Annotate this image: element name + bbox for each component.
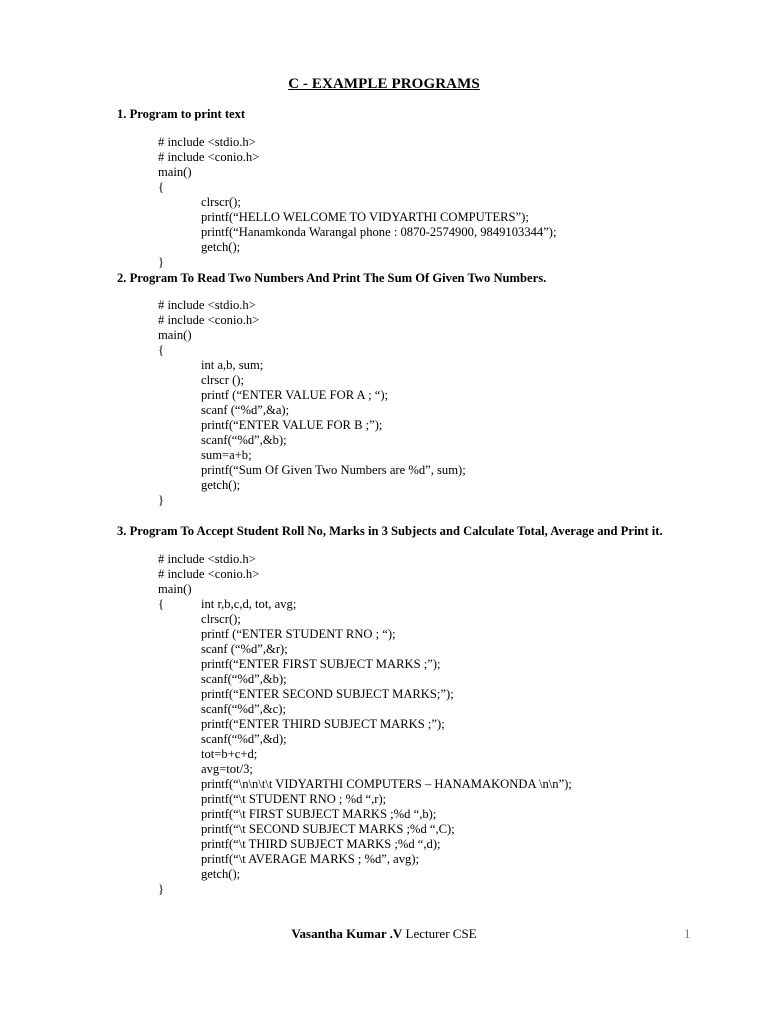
code-line [158,388,466,403]
code-text: printf(“\t STUDENT RNO ; %d “,r); [201,792,387,806]
code-line [158,867,572,882]
code-line [158,255,557,270]
program-2-code [158,298,466,508]
code-text: scanf(“%d”,&d); [201,732,287,746]
code-line [158,373,466,388]
code-text: } [158,882,165,896]
program-1-heading: 1. Program to print text [117,107,246,121]
code-line [158,762,572,777]
page-number: 1 [684,926,691,941]
code-line [158,478,466,493]
code-text: tot=b+c+d; [201,747,258,761]
code-text: scanf(“%d”,&c); [201,702,286,716]
code-text: # include <stdio.h> [158,135,256,149]
footer-role: Lecturer CSE [402,926,477,941]
code-text: printf(“HELLO WELCOME TO VIDYARTHI COMPUTERS”); [201,210,529,224]
code-line [158,657,572,672]
code-line [158,493,466,508]
code-line [158,448,466,463]
code-text: printf(“Sum Of Given Two Numbers are %d”, sum); [201,463,466,477]
code-text: { [158,343,165,357]
code-line [158,150,557,165]
program-1-code [158,135,557,270]
program-3-heading: 3. Program To Accept Student Roll No, Marks in 3 Subjects and Calculate Total, Average and Print it. [117,524,663,538]
code-line [158,777,572,792]
code-line [158,165,557,180]
code-text: # include <conio.h> [158,567,260,581]
code-line [158,328,466,343]
code-text: } [158,493,165,507]
code-line [158,852,572,867]
code-text: } [158,255,165,269]
code-text: printf(“ENTER VALUE FOR B ;”); [201,418,383,432]
code-text: # include <stdio.h> [158,298,256,312]
code-text: # include <conio.h> [158,150,260,164]
code-line [158,642,572,657]
code-line [158,567,572,582]
code-text: printf(“\n\n\t\t VIDYARTHI COMPUTERS – HANAMAKONDA \n\n”); [201,777,572,791]
code-text: printf(“ENTER FIRST SUBJECT MARKS ;”); [201,657,441,671]
code-line [158,343,466,358]
code-line [158,313,466,328]
code-text: sum=a+b; [201,448,252,462]
program-2-heading: 2. Program To Read Two Numbers And Print The Sum Of Given Two Numbers. [117,271,547,285]
code-line [158,433,466,448]
code-text: getch(); [201,478,241,492]
code-line [158,240,557,255]
page-title: C - EXAMPLE PROGRAMS [288,76,480,92]
code-line [158,612,572,627]
code-line [158,135,557,150]
code-line [158,597,572,612]
code-text: getch(); [201,867,241,881]
code-text: clrscr(); [201,612,241,626]
code-line [158,747,572,762]
code-line [158,358,466,373]
code-line [158,418,466,433]
code-line [158,717,572,732]
code-line [158,792,572,807]
code-text: printf(“ENTER SECOND SUBJECT MARKS;”); [201,687,454,701]
code-text: printf (“ENTER VALUE FOR A ; “); [201,388,389,402]
code-text: # include <conio.h> [158,313,260,327]
code-text: int a,b, sum; [201,358,264,372]
code-line [158,627,572,642]
code-brace: { [158,597,165,611]
code-text: printf(“\t FIRST SUBJECT MARKS ;%d “,b); [201,807,437,821]
code-line [158,552,572,567]
code-line [158,807,572,822]
page-footer [0,926,768,942]
code-line [158,180,557,195]
code-text: printf(“Hanamkonda Warangal phone : 0870-2574900, 9849103344”); [201,225,557,239]
code-line [158,672,572,687]
code-text: printf(“\t SECOND SUBJECT MARKS ;%d “,C); [201,822,455,836]
code-text: printf(“\t THIRD SUBJECT MARKS ;%d “,d); [201,837,441,851]
code-line [158,822,572,837]
code-text: clrscr (); [201,373,245,387]
footer-author: Vasantha Kumar .V [291,926,403,941]
code-line [158,463,466,478]
code-text: # include <stdio.h> [158,552,256,566]
code-line [158,732,572,747]
code-text: int r,b,c,d, tot, avg; [201,597,297,611]
program-3-code [158,552,572,897]
code-line [158,702,572,717]
code-text: scanf (“%d”,&r); [201,642,288,656]
code-line [158,298,466,313]
code-line [158,403,466,418]
code-text: main() [158,328,192,342]
code-line [158,582,572,597]
code-line [158,687,572,702]
code-text: printf(“\t AVERAGE MARKS ; %d”, avg); [201,852,420,866]
code-text: { [158,180,165,194]
code-line [158,210,557,225]
code-text: main() [158,165,192,179]
code-text: getch(); [201,240,241,254]
code-text: scanf(“%d”,&b); [201,672,287,686]
code-text: scanf(“%d”,&b); [201,433,287,447]
code-text: scanf (“%d”,&a); [201,403,290,417]
code-line [158,225,557,240]
code-text: printf(“ENTER THIRD SUBJECT MARKS ;”); [201,717,445,731]
code-text: avg=tot/3; [201,762,253,776]
code-text: clrscr(); [201,195,241,209]
code-text: main() [158,582,192,596]
code-text: printf (“ENTER STUDENT RNO ; “); [201,627,396,641]
code-line [158,882,572,897]
code-line [158,195,557,210]
code-line [158,837,572,852]
